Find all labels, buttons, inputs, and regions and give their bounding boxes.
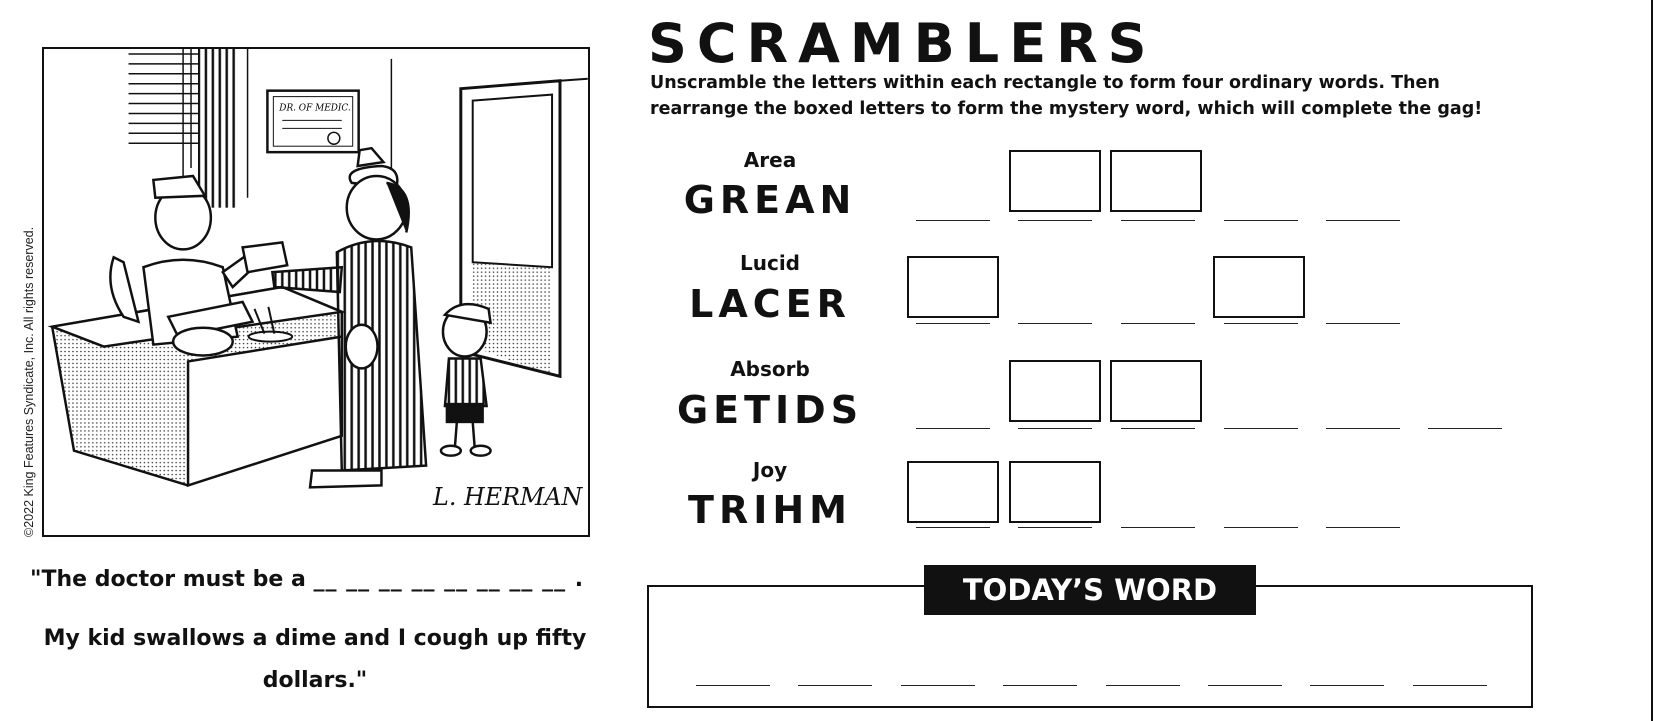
letter-blank[interactable] [1326, 220, 1400, 221]
window-blinds [129, 49, 198, 188]
instructions: Unscramble the letters within each rectangle to form four ordinary words. Then rearrange the boxed letters to form the mystery word, which will complete the gag! [650, 73, 1483, 119]
letter-blank[interactable] [916, 428, 990, 429]
scrambled-word: LACER [689, 282, 851, 326]
svg-text:DR. OF MEDIC.: DR. OF MEDIC. [279, 103, 351, 114]
answer-box[interactable] [1009, 150, 1101, 212]
letter-blank[interactable] [916, 323, 990, 324]
clue-label: Lucid [739, 251, 800, 275]
letter-blank[interactable] [1224, 428, 1298, 429]
letter-blank[interactable] [1121, 527, 1195, 528]
letter-blank[interactable] [1018, 220, 1092, 221]
clue-label: Joy [752, 458, 788, 482]
letter-blank[interactable] [1018, 428, 1092, 429]
letter-blank[interactable] [1310, 685, 1384, 686]
scrambled-word: TRIHM [688, 488, 852, 532]
puzzle-title: SCRAMBLERS [648, 12, 1157, 75]
letter-blank[interactable] [798, 685, 872, 686]
copyright-notice: ©2022 King Features Syndicate, Inc. All rights reserved. [22, 226, 36, 537]
letter-blank[interactable] [1428, 428, 1502, 429]
caption-prefix: "The doctor must be a [30, 567, 306, 592]
letter-blank[interactable] [916, 527, 990, 528]
letter-blank[interactable] [1003, 685, 1077, 686]
answer-box[interactable] [1110, 360, 1202, 422]
clue-label: Absorb [730, 357, 810, 381]
letter-blank[interactable] [1326, 323, 1400, 324]
letter-blank[interactable] [1208, 685, 1282, 686]
letter-blank[interactable] [696, 685, 770, 686]
answer-box[interactable] [1009, 461, 1101, 523]
letter-blank[interactable] [1413, 685, 1487, 686]
caption-line-1 [30, 567, 610, 592]
letter-blank[interactable] [1121, 323, 1195, 324]
letter-blank[interactable] [1018, 323, 1092, 324]
caption-answer-blanks: __ __ __ __ __ __ __ __ . [313, 567, 585, 592]
letter-blank[interactable] [1121, 220, 1195, 221]
cartoon-panel [42, 47, 590, 537]
artist-signature: L. HERMAN [433, 483, 583, 512]
letter-blank[interactable] [1326, 527, 1400, 528]
letter-blank[interactable] [1326, 428, 1400, 429]
caption-line-2: My kid swallows a dime and I cough up fifty dollars." [43, 626, 587, 693]
letter-blank[interactable] [916, 220, 990, 221]
scrambled-word: GETIDS [676, 388, 864, 432]
scrambled-word: GREAN [683, 178, 857, 222]
todays-word-label: TODAY’S WORD [924, 565, 1256, 615]
letter-blank[interactable] [1121, 428, 1195, 429]
letter-blank[interactable] [1224, 527, 1298, 528]
letter-blank[interactable] [901, 685, 975, 686]
letter-blank[interactable] [1224, 220, 1298, 221]
answer-box[interactable] [1213, 256, 1305, 318]
letter-blank[interactable] [1106, 685, 1180, 686]
letter-blank[interactable] [1018, 527, 1092, 528]
answer-box[interactable] [907, 256, 999, 318]
clue-label: Area [743, 148, 797, 172]
answer-box[interactable] [1110, 150, 1202, 212]
diploma [267, 91, 358, 152]
answer-box[interactable] [907, 461, 999, 523]
answer-box[interactable] [1009, 360, 1101, 422]
page-border [1651, 0, 1653, 721]
kid [441, 304, 491, 456]
letter-blank[interactable] [1224, 323, 1298, 324]
